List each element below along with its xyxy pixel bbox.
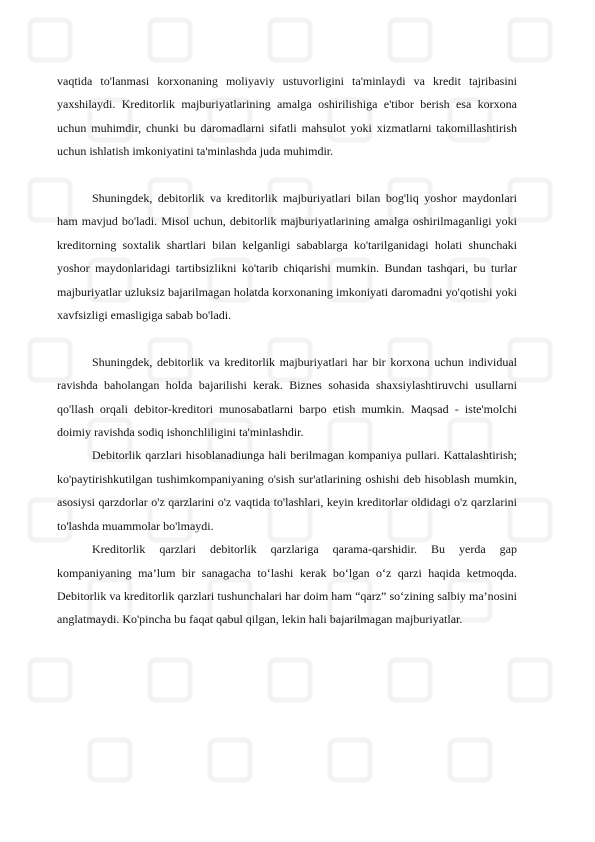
paragraph-2: Shuningdek, debitorlik va kreditorlik majburiyatlari bilan bog'liq yoshor maydonlari ham mavjud bo'ladi. Misol uchun, debitorlik majburiyatlarining amalga oshirilmaganligi yoki kreditorning soxtalik shartlari bilan kelganligi sabablarga ko'tarilganidagi holati shunchaki yoshor maydonlaridagi tartibsizlikni ko'tarib chiqarishi mumkin. Bundan tashqari, bu turlar majburiyatlar uzluksiz bajarilmagan holatda korxonaning imkoniyati daromadni yo'qotishi yoki xavfsizligi emasligiga sabab bo'ladi. <box>57 191 517 323</box>
document-body <box>57 70 517 632</box>
paragraph-5: Kreditorlik qarzlari debitorlik qarzlariga qarama-qarshidir. Bu yerda gap kompaniyaning ma’lum bir sanagacha to‘lashi kerak bo‘lgan o‘z qarzi haqida ketmoqda. Debitorlik va kreditorlik qarzlari tushunchalari har doim ham “qarz” so‘zining salbiy ma’nosini anglatmaydi. Ko'pincha bu faqat qabul qilgan, lekin hali bajarilmagan majburiyatlar. <box>57 542 517 627</box>
paragraph-spacer <box>57 164 517 187</box>
paragraph-1: vaqtida to'lanmasi korxonaning moliyaviy ustuvorligini ta'minlaydi va kredit tajribasini yaxshilaydi. Kreditorlik majburiyatlarining amalga oshirilishiga e'tibor berish esa korxona uchun muhimdir, chunki bu daromadlarni sifatli mahsulot yoki xizmatlarni takomillashtirish uchun ishlatish imkoniyatini ta'minlashda juda muhimdir. <box>57 74 517 159</box>
paragraph-4: Debitorlik qarzlari hisoblanadiunga hali berilmagan kompaniya pullari. Kattalashtirish; ko'paytirishkutilgan tushimkompaniyaning o'sish sur'atlarining oshishi deb hisoblash mumkin, asosiysi qarzdorlar o'z qarzlarini o'z vaqtida to'lashlari, keyin kreditorlar oldidagi o'z qarzlarini to'lashda muammolar bo'lmaydi. <box>57 448 517 533</box>
paragraph-spacer <box>57 327 517 350</box>
paragraph-3: Shuningdek, debitorlik va kreditorlik majburiyatlari har bir korxona uchun individual ravishda baholangan holda bajarilishi kerak. Biznes sohasida shaxsiylashtiruvchi usullarni qo'llash orqali debitor-kreditori munosabatlarni barpo etish mumkin. Maqsad - iste'molchi doimiy ravishda sodiq ishonchliligini ta'minlashdir. <box>57 354 517 440</box>
